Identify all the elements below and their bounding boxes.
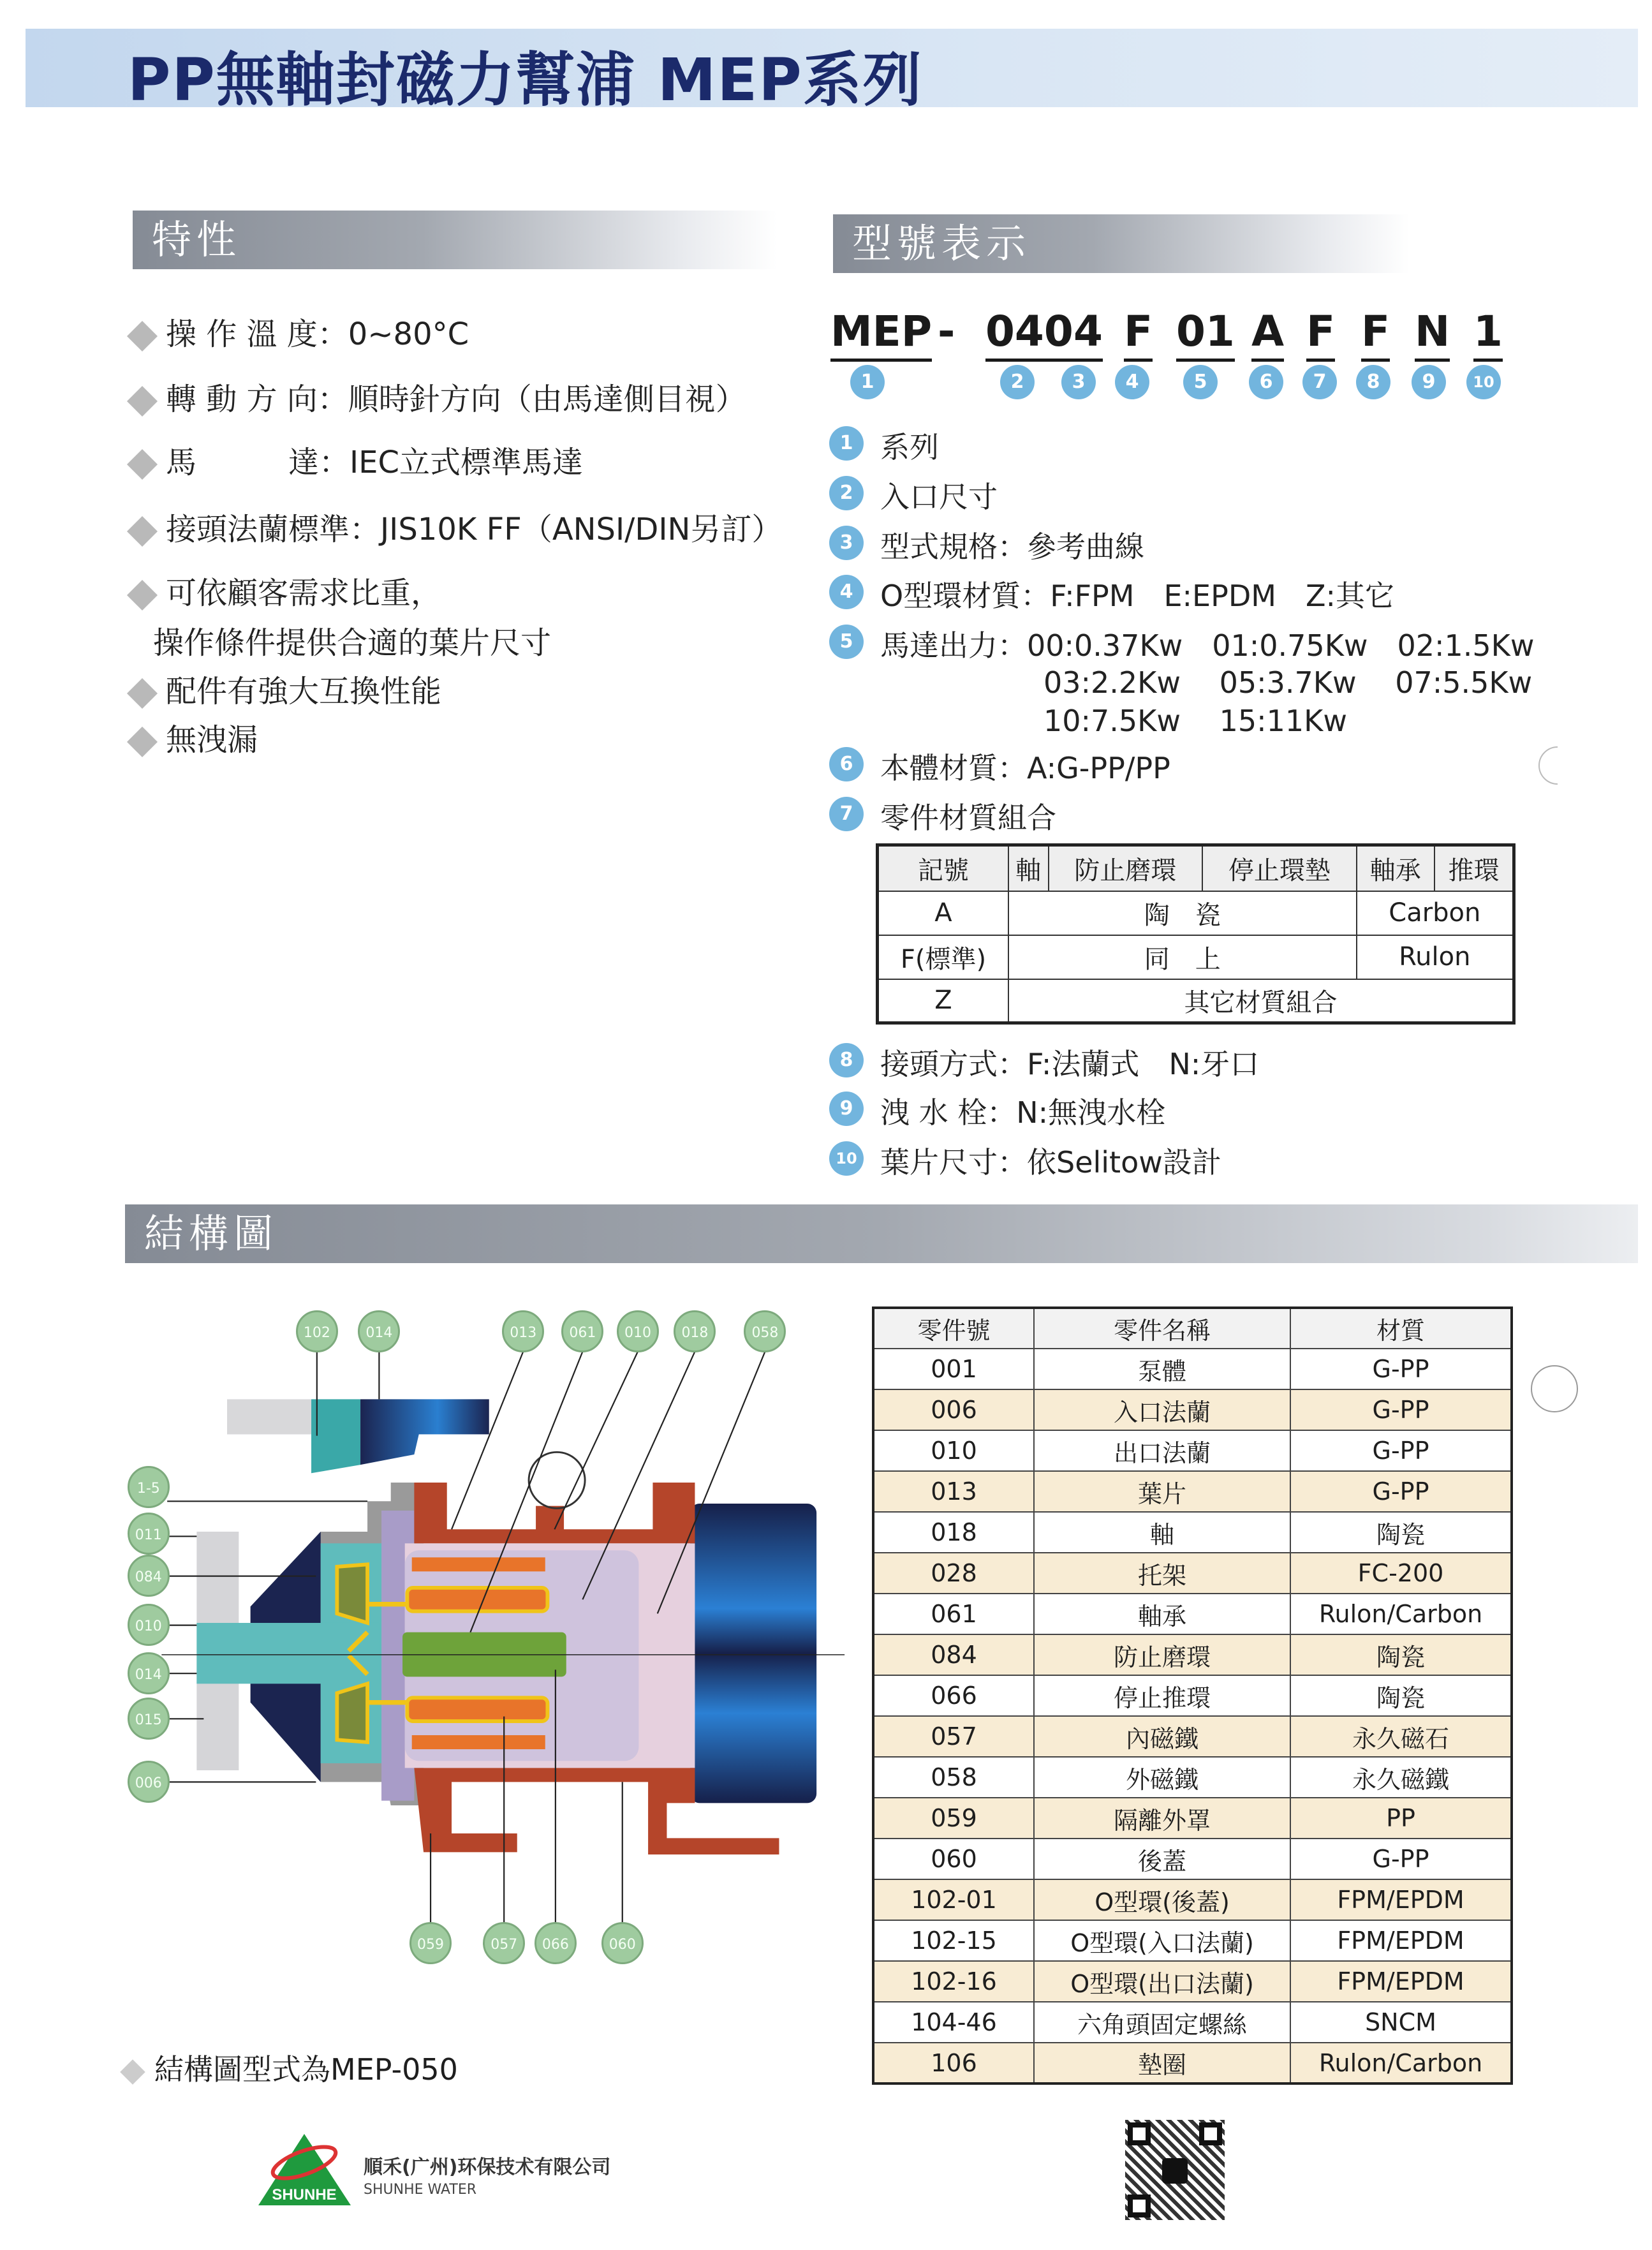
code-number-badge: 6 xyxy=(1249,365,1283,399)
part-name: 後蓋 xyxy=(1034,1839,1290,1879)
cell: 陶 瓷 xyxy=(1008,891,1357,935)
feature-item xyxy=(128,505,782,549)
feature-text: 馬 達：IEC立式標準馬達 xyxy=(166,445,584,480)
code-number-badge: 3 xyxy=(1061,365,1096,399)
diamond-bullet-icon xyxy=(127,516,158,547)
part-material: Rulon/Carbon xyxy=(1290,2043,1512,2083)
table-row xyxy=(873,1798,1512,1839)
diagram-callouts xyxy=(115,1295,848,2105)
part-material: PP xyxy=(1290,1798,1512,1839)
legend-text: 03:2.2Kw 05:3.7Kw 07:5.5Kw xyxy=(1044,665,1533,700)
part-number: 001 xyxy=(873,1349,1034,1389)
part-callout: 066 xyxy=(535,1922,577,1964)
legend-badge: 4 xyxy=(829,575,864,609)
feature-item xyxy=(128,309,469,353)
code-number-badge: 10 xyxy=(1466,365,1501,399)
section-header-structure: 結構圖 xyxy=(125,1204,1638,1263)
legend-text: 接頭方式：F:法蘭式 N:牙口 xyxy=(880,1047,1260,1081)
diamond-bullet-icon xyxy=(127,678,158,709)
part-name: 泵體 xyxy=(1034,1349,1290,1389)
code-number-badge: 8 xyxy=(1356,365,1390,399)
part-material: G-PP xyxy=(1290,1389,1512,1430)
table-row xyxy=(873,1471,1512,1512)
part-number: 013 xyxy=(873,1471,1034,1512)
company-name: 順禾(广州)环保技术有限公司 xyxy=(364,2156,611,2179)
cell: A xyxy=(878,891,1008,935)
part-callout: 018 xyxy=(674,1310,716,1352)
material-combination-table xyxy=(876,843,1516,1025)
part-number: 018 xyxy=(873,1512,1034,1553)
part-name: 外磁鐵 xyxy=(1034,1757,1290,1798)
part-number: 102-15 xyxy=(873,1920,1034,1961)
part-callout: 057 xyxy=(483,1922,525,1964)
cell: 其它材質組合 xyxy=(1008,979,1514,1023)
table-row xyxy=(873,1879,1512,1920)
part-number: 084 xyxy=(873,1634,1034,1675)
diamond-bullet-icon xyxy=(120,2059,145,2085)
part-callout: 013 xyxy=(502,1310,544,1352)
header-cell: 推環 xyxy=(1434,845,1514,891)
table-row xyxy=(873,1757,1512,1798)
diamond-bullet-icon xyxy=(127,449,158,480)
diamond-bullet-icon xyxy=(127,321,158,352)
feature-item xyxy=(128,568,441,612)
table-row xyxy=(873,2002,1512,2043)
table-row xyxy=(873,1839,1512,1879)
feature-text: 操 作 溫 度：0~80°C xyxy=(166,316,469,352)
part-name: 墊圈 xyxy=(1034,2043,1290,2083)
code-number-badge: 2 xyxy=(1000,365,1035,399)
binder-hole-icon xyxy=(1531,1365,1578,1412)
part-name: 軸承 xyxy=(1034,1594,1290,1634)
table-row xyxy=(878,935,1514,979)
parts-table xyxy=(872,1306,1513,2085)
part-callout: 059 xyxy=(409,1922,452,1964)
logo-text: SHUNHE xyxy=(272,2186,337,2203)
legend-badge: 5 xyxy=(829,625,864,659)
header-cell: 記號 xyxy=(878,845,1008,891)
part-callout: 084 xyxy=(128,1555,170,1597)
caption-text: 結構圖型式為MEP-050 xyxy=(154,2052,458,2087)
part-number: 066 xyxy=(873,1675,1034,1716)
part-material: FC-200 xyxy=(1290,1553,1512,1594)
diamond-bullet-icon xyxy=(127,580,158,611)
feature-text: 可依顧客需求比重， xyxy=(166,575,442,611)
code-number-badge: 7 xyxy=(1302,365,1337,399)
part-name: 六角頭固定螺絲 xyxy=(1034,2002,1290,2043)
binder-hole-icon xyxy=(1538,746,1577,785)
diamond-bullet-icon xyxy=(127,727,158,757)
part-material: SNCM xyxy=(1290,2002,1512,2043)
legend-badge: 7 xyxy=(829,797,864,831)
legend-text: 入口尺寸 xyxy=(880,480,998,514)
feature-item xyxy=(128,374,746,418)
cell: F(標準) xyxy=(878,935,1008,979)
code-body: A xyxy=(1251,305,1284,362)
part-number: 010 xyxy=(873,1430,1034,1471)
table-row xyxy=(873,1634,1512,1675)
qr-finder xyxy=(1128,2194,1151,2217)
part-material: 永久磁鐵 xyxy=(1290,1757,1512,1798)
part-callout: 1-5 xyxy=(128,1466,170,1508)
part-number: 058 xyxy=(873,1757,1034,1798)
code-number-badge: 5 xyxy=(1183,365,1218,399)
code-connection: F xyxy=(1361,305,1390,362)
code-number-badge: 1 xyxy=(850,365,885,399)
legend-badge: 2 xyxy=(829,476,864,510)
part-material: 陶瓷 xyxy=(1290,1675,1512,1716)
part-material: FPM/EPDM xyxy=(1290,1920,1512,1961)
legend-text: 葉片尺寸：依Selitow設計 xyxy=(880,1145,1221,1180)
legend-text: 型式規格：參考曲線 xyxy=(880,529,1144,564)
header-cell: 零件號 xyxy=(873,1308,1034,1349)
part-callout: 014 xyxy=(128,1652,170,1694)
part-name: 托架 xyxy=(1034,1553,1290,1594)
part-callout: 102 xyxy=(296,1310,338,1352)
code-impeller: 1 xyxy=(1473,305,1503,362)
page-title: PP無軸封磁力幫浦 MEP系列 xyxy=(128,46,923,114)
part-name: O型環(後蓋) xyxy=(1034,1879,1290,1920)
part-callout: 011 xyxy=(128,1513,170,1555)
table-row xyxy=(873,1430,1512,1471)
part-name: 葉片 xyxy=(1034,1471,1290,1512)
legend-badge: 9 xyxy=(829,1092,864,1126)
qr-finder xyxy=(1128,2122,1151,2145)
table-row xyxy=(878,891,1514,935)
part-callout: 060 xyxy=(601,1922,644,1964)
part-number: 059 xyxy=(873,1798,1034,1839)
header-cell: 軸 xyxy=(1008,845,1049,891)
legend-text: 系列 xyxy=(880,430,939,464)
legend-badge: 6 xyxy=(829,747,864,781)
legend-badge: 10 xyxy=(829,1141,864,1176)
section-header-model: 型號表示 xyxy=(833,214,1410,273)
header-cell: 材質 xyxy=(1290,1308,1512,1349)
table-row xyxy=(873,1553,1512,1594)
cell: Z xyxy=(878,979,1008,1023)
code-drain: N xyxy=(1415,305,1450,362)
header-cell: 防止磨環 xyxy=(1049,845,1203,891)
feature-text: 無洩漏 xyxy=(166,722,258,758)
part-material: G-PP xyxy=(1290,1430,1512,1471)
diagram-caption xyxy=(120,2046,458,2089)
legend-text: 10:7.5Kw 15:11Kw xyxy=(1044,704,1347,738)
part-name: 隔離外罩 xyxy=(1034,1798,1290,1839)
cell: Carbon xyxy=(1357,891,1514,935)
feature-text: 轉 動 方 向：順時針方向（由馬達側目視） xyxy=(166,381,746,417)
cell: 同 上 xyxy=(1008,935,1357,979)
cell: Rulon xyxy=(1357,935,1514,979)
part-material: 陶瓷 xyxy=(1290,1512,1512,1553)
diamond-bullet-icon xyxy=(127,386,158,417)
part-callout: 015 xyxy=(128,1698,170,1740)
qr-finder xyxy=(1199,2122,1222,2145)
qr-code[interactable] xyxy=(1125,2120,1225,2220)
legend-text: 馬達出力：00:0.37Kw 01:0.75Kw 02:1.5Kw xyxy=(880,628,1535,663)
table-row xyxy=(878,979,1514,1023)
part-number: 106 xyxy=(873,2043,1034,2083)
part-number: 102-16 xyxy=(873,1961,1034,2002)
table-row xyxy=(873,1349,1512,1389)
part-material: G-PP xyxy=(1290,1839,1512,1879)
part-name: O型環(出口法蘭) xyxy=(1034,1961,1290,2002)
part-callout: 058 xyxy=(744,1310,786,1352)
feature-text: 操作條件提供合適的葉片尺寸 xyxy=(153,625,552,661)
legend-text: 零件材質組合 xyxy=(880,801,1056,835)
part-name: O型環(入口法蘭) xyxy=(1034,1920,1290,1961)
legend-text: O型環材質：F:FPM E:EPDM Z:其它 xyxy=(880,579,1394,613)
table-row xyxy=(873,1961,1512,2002)
feature-text: 接頭法蘭標準：JIS10K FF（ANSI/DIN另訂） xyxy=(166,512,783,547)
header-cell: 零件名稱 xyxy=(1034,1308,1290,1349)
code-motor: 01 xyxy=(1176,305,1235,362)
feature-text: 配件有強大互換性能 xyxy=(166,674,442,709)
table-row xyxy=(873,1716,1512,1757)
part-name: 停止推環 xyxy=(1034,1675,1290,1716)
company-name-en: SHUNHE WATER xyxy=(364,2182,477,2198)
part-material: 陶瓷 xyxy=(1290,1634,1512,1675)
part-number: 104-46 xyxy=(873,2002,1034,2043)
table-row xyxy=(873,1675,1512,1716)
shunhe-logo xyxy=(258,2134,351,2207)
section-header-features: 特性 xyxy=(133,211,777,269)
part-number: 028 xyxy=(873,1553,1034,1594)
part-callout: 006 xyxy=(128,1761,170,1803)
part-callout: 061 xyxy=(561,1310,603,1352)
part-name: 出口法蘭 xyxy=(1034,1430,1290,1471)
legend-badge: 1 xyxy=(829,426,864,461)
part-material: 永久磁石 xyxy=(1290,1716,1512,1757)
code-number-badge: 9 xyxy=(1412,365,1446,399)
code-number-badge: 4 xyxy=(1115,365,1149,399)
qr-logo xyxy=(1162,2158,1188,2184)
feature-item xyxy=(128,667,441,711)
table-row xyxy=(873,1594,1512,1634)
feature-item xyxy=(128,715,258,759)
legend-text: 本體材質：A:G-PP/PP xyxy=(880,751,1170,785)
table-row xyxy=(873,1512,1512,1553)
table-row xyxy=(873,2043,1512,2083)
table-row xyxy=(873,1389,1512,1430)
part-material: G-PP xyxy=(1290,1471,1512,1512)
legend-badge: 8 xyxy=(829,1043,864,1077)
code-series: MEP xyxy=(830,305,932,362)
part-name: 軸 xyxy=(1034,1512,1290,1553)
legend-badge: 3 xyxy=(829,526,864,560)
part-material: FPM/EPDM xyxy=(1290,1961,1512,2002)
part-material: Rulon/Carbon xyxy=(1290,1594,1512,1634)
part-number: 006 xyxy=(873,1389,1034,1430)
table-header-row xyxy=(878,845,1514,891)
code-type: 4 xyxy=(1073,305,1103,362)
header-cell: 停止環墊 xyxy=(1202,845,1357,891)
part-number: 060 xyxy=(873,1839,1034,1879)
header-cell: 軸承 xyxy=(1357,845,1434,891)
part-callout: 010 xyxy=(128,1604,170,1646)
feature-item xyxy=(128,438,583,482)
part-material: G-PP xyxy=(1290,1349,1512,1389)
legend-text: 洩 水 栓：N:無洩水栓 xyxy=(880,1095,1166,1130)
code-oring: F xyxy=(1124,305,1153,362)
code-dash: - xyxy=(938,307,955,356)
part-material: FPM/EPDM xyxy=(1290,1879,1512,1920)
part-callout: 010 xyxy=(617,1310,659,1352)
code-parts: F xyxy=(1306,305,1335,362)
part-number: 061 xyxy=(873,1594,1034,1634)
code-inlet: 040 xyxy=(985,305,1073,362)
part-callout: 014 xyxy=(358,1310,400,1352)
table-header-row xyxy=(873,1308,1512,1349)
part-number: 102-01 xyxy=(873,1879,1034,1920)
part-name: 入口法蘭 xyxy=(1034,1389,1290,1430)
part-name: 防止磨環 xyxy=(1034,1634,1290,1675)
part-name: 內磁鐵 xyxy=(1034,1716,1290,1757)
part-number: 057 xyxy=(873,1716,1034,1757)
table-row xyxy=(873,1920,1512,1961)
